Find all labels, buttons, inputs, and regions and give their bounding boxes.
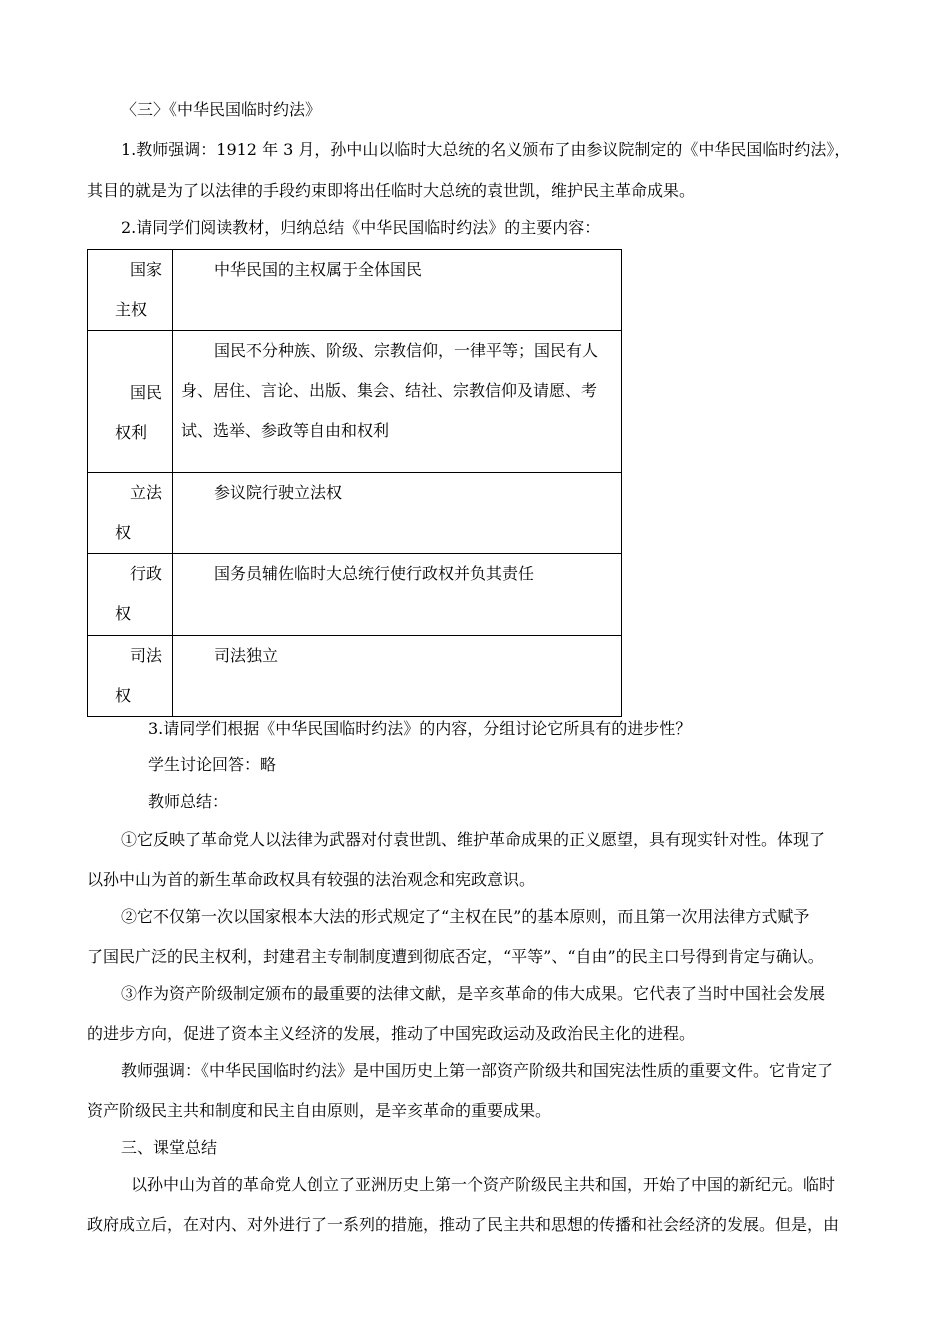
row-header-line: 权: [115, 523, 132, 542]
conclusion-1-line-2: 以孙中山为首的新生革命政权具有较强的法治观念和宪政意识。: [87, 870, 536, 889]
class-summary-heading: 三、课堂总结: [121, 1138, 218, 1157]
conclusion-1-line-1: ①它反映了革命党人以法律为武器对付袁世凯、维护革命成果的正义愿望，具有现实针对性。体现了: [121, 830, 826, 849]
row-content: [173, 473, 622, 554]
table-row: [88, 250, 622, 331]
teacher-summary-label: 教师总结：: [148, 792, 229, 811]
conclusion-2-line-1: ②它不仅第一次以国家根本大法的形式规定了“主权在民”的基本原则，而且第一次用法律方式赋予: [121, 907, 810, 926]
row-header-line: 主权: [115, 300, 148, 319]
row-header: [88, 331, 173, 473]
row-header: [88, 554, 173, 636]
conclusion-3-line-1: ③作为资产阶级制定颁布的最重要的法律文献，是辛亥革命的伟大成果。它代表了当时中国社会发展: [121, 984, 826, 1003]
row-header-line: 国民: [130, 383, 163, 402]
row-header-line: 国家: [130, 260, 163, 279]
row-content: [173, 636, 622, 717]
row-content-text: 中华民国的主权属于全体国民: [214, 260, 423, 279]
table-row: [88, 554, 622, 636]
row-content: [173, 250, 622, 331]
row-header: [88, 473, 173, 554]
section-heading: 〈三〉《中华民国临时约法》: [121, 100, 322, 119]
table-row: [88, 636, 622, 717]
row-content: [173, 554, 622, 636]
table-row: [88, 331, 622, 473]
row-header-line: 权: [115, 604, 132, 623]
conclusion-3-line-2: 的进步方向，促进了资本主义经济的发展，推动了中国宪政运动及政治民主化的进程。: [87, 1024, 696, 1043]
row-content-text: 国务员辅佐临时大总统行使行政权并负其责任: [214, 564, 535, 583]
row-content-text: 参议院行驶立法权: [214, 483, 343, 502]
class-summary-line-2: 政府成立后，在对内、对外进行了一系列的措施，推动了民主共和思想的传播和社会经济的发展。但是，由: [87, 1215, 840, 1234]
row-header-line: 行政: [130, 564, 163, 583]
paragraph-1-line-2: 其目的就是为了以法律的手段约束即将出任临时大总统的袁世凯，维护民主革命成果。: [87, 181, 696, 200]
row-header-line: 司法: [130, 646, 163, 665]
row-header: [88, 250, 173, 331]
row-header-line: 立法: [130, 483, 163, 502]
paragraph-3: 3.请同学们根据《中华民国临时约法》的内容，分组讨论它所具有的进步性？: [148, 719, 692, 738]
class-summary-line-1: 以孙中山为首的革命党人创立了亚洲历史上第一个资产阶级民主共和国，开始了中国的新纪元。临时: [131, 1175, 836, 1194]
row-header-line: 权利: [115, 423, 148, 442]
row-content: [173, 331, 622, 473]
row-content-text: 国民不分种族、阶级、宗教信仰，一律平等；国民有人身、居住、言论、出版、集会、结社、宗教信仰及请愿、考试、选举、参政等自由和权利: [181, 341, 599, 440]
row-header-line: 权: [115, 686, 132, 705]
row-header: [88, 636, 173, 717]
table-row: [88, 473, 622, 554]
emphasis-line-2: 资产阶级民主共和制度和民主自由原则，是辛亥革命的重要成果。: [87, 1101, 552, 1120]
paragraph-2: 2.请同学们阅读教材，归纳总结《中华民国临时约法》的主要内容：: [121, 218, 601, 237]
row-content-text: 司法独立: [214, 646, 279, 665]
emphasis-line-1: 教师强调：《中华民国临时约法》是中国历史上第一部资产阶级共和国宪法性质的重要文件。它肯定了: [121, 1061, 834, 1080]
student-answer: 学生讨论回答：略: [148, 755, 277, 774]
paragraph-1-line-1: 1.教师强调：1912 年 3 月，孙中山以临时大总统的名义颁布了由参议院制定的《中华民国临时约法》，: [121, 140, 851, 159]
conclusion-2-line-2: 了国民广泛的民主权利，封建君主专制制度遭到彻底否定，“平等”、“自由”的民主口号得到肯定与确认。: [87, 947, 824, 966]
constitution-content-table: [87, 249, 622, 717]
